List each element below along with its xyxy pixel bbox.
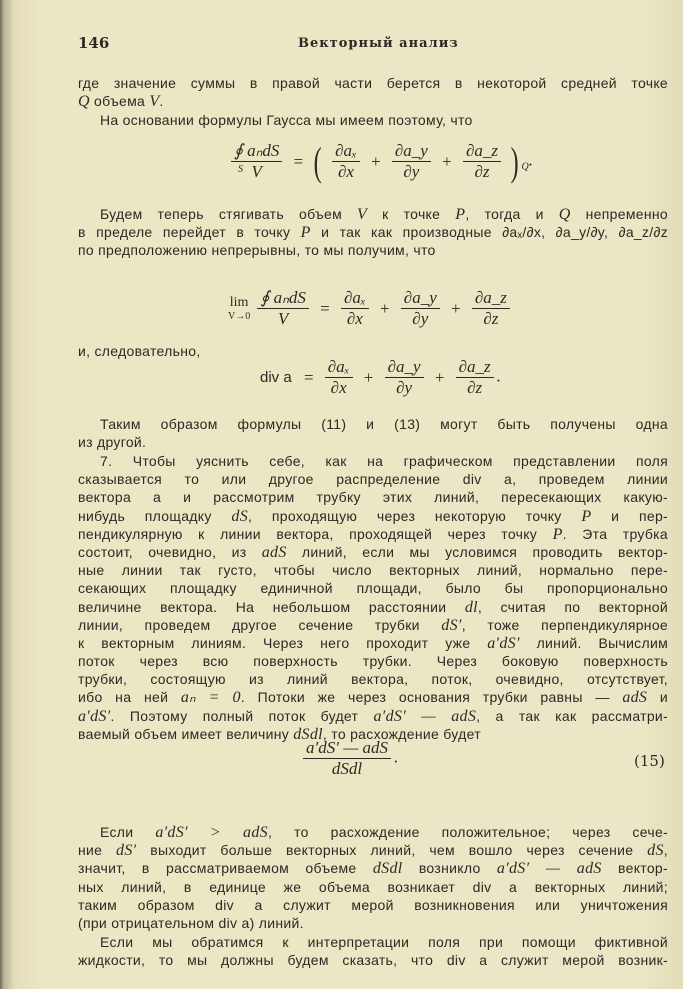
text-segment: (при отрицательном div a) линий. [78, 914, 304, 931]
denominator: ∂z [483, 309, 499, 328]
plus: + [451, 298, 461, 318]
numerator: a′dS′ — adS [303, 738, 391, 759]
text-segment: таким образом div a служит мерой возникновения или уничтожения [78, 896, 668, 913]
math-inline: aₙ = 0 [180, 689, 241, 707]
text-line [78, 670, 668, 688]
denominator: ∂y [403, 162, 420, 181]
text-segment: , а так как рассматри- [476, 707, 669, 724]
math-inline: P [552, 525, 563, 543]
text-line [78, 878, 668, 896]
text-segment: ваемый объем имеет величину [78, 725, 294, 742]
formula-divergence [256, 357, 501, 398]
text-line [78, 859, 668, 877]
period: . [394, 747, 399, 767]
running-header: Векторный анализ [298, 36, 459, 51]
text-line [78, 74, 668, 92]
paren: ( [314, 139, 323, 184]
denominator: V [251, 162, 262, 181]
text-line [78, 616, 668, 634]
denominator: ∂y [396, 378, 413, 397]
text-segment: и [647, 689, 668, 706]
equation-number: (15) [634, 752, 665, 770]
math-inline: dSdl [372, 860, 403, 878]
text-segment: ние [78, 842, 117, 859]
text-segment: выходит больше векторных линий, чем вошло через сечение [136, 842, 648, 859]
text-segment: где значение суммы в правой части берется в некоторой средней точке [78, 75, 668, 91]
denominator: ∂x [337, 162, 354, 181]
denominator: ∂x [330, 378, 347, 397]
text-line [78, 561, 668, 579]
text-segment: На основании формулы Гаусса мы имеем поэтому, что [100, 112, 473, 128]
formula-limit [228, 288, 513, 329]
math-inline: V [149, 93, 160, 111]
text-segment: сказывается то или другое распределение div a, проведем линии [78, 471, 668, 488]
numerator: ∂aₓ [341, 288, 369, 309]
paragraph [78, 933, 668, 969]
denominator: ∂y [412, 309, 429, 328]
math-inline: dS [647, 842, 664, 860]
text-segment: поток через всю поверхность трубки. Через боковую поверхность [78, 653, 668, 670]
numerator: ∮ aₙdS [257, 288, 308, 309]
text-segment: секающих площадку единичной площади, было бы пропорционально [78, 580, 668, 597]
text-line [78, 241, 668, 259]
text-segment: к векторным линиям. Через него проходит уже [78, 634, 488, 651]
denominator: V [277, 309, 289, 328]
text-line [78, 111, 668, 129]
plus: + [442, 151, 452, 171]
text-segment: жидкости, то мы должны будем сказать, что div a служит мерой возник- [78, 952, 668, 969]
text-segment: линий. Вычислим [519, 634, 669, 651]
plus: + [379, 298, 390, 318]
period: . [496, 366, 501, 386]
text-segment: значит, в рассматриваемом объеме [78, 860, 373, 877]
text-line [78, 415, 668, 433]
math-inline: adS [622, 689, 648, 707]
numerator: ∂a_y [392, 141, 431, 162]
text-segment: , тогда и [465, 206, 559, 222]
paragraph [78, 452, 668, 743]
text-segment: объема [89, 93, 150, 110]
denominator: ∂z [474, 162, 490, 181]
plus: + [434, 367, 445, 387]
math-inline: dl [464, 598, 478, 616]
text-segment: состоит, очевидно, из [78, 543, 262, 560]
plus: + [371, 151, 381, 171]
text-segment: трубки, состоящую из линий вектора, поток, очевидно, отсутствует, [78, 671, 668, 688]
text-line [78, 933, 668, 951]
text-segment: . Эта трубка [562, 525, 668, 542]
text-segment: , тоже перпендикулярное [461, 616, 668, 633]
plus: + [363, 367, 374, 387]
paragraph [78, 415, 668, 451]
div-a: div a [260, 369, 292, 386]
numerator: ∂aₓ [332, 141, 360, 162]
text-line [78, 205, 668, 223]
text-segment: пендикулярную к линии вектора, проходящей через точку [78, 525, 553, 542]
numerator: ∂aₓ [325, 357, 353, 378]
math-inline: a′dS′ [78, 707, 111, 725]
text-segment: величине вектора. На небольшом расстоянии [78, 598, 465, 615]
math-inline: Q [78, 93, 90, 111]
text-line [78, 914, 668, 932]
paragraph [78, 205, 668, 260]
lim-under: V→0 [228, 311, 251, 322]
equals: = [320, 298, 330, 318]
text-segment: , [663, 842, 668, 859]
equals: = [303, 367, 314, 387]
denominator: dSdl [331, 759, 363, 778]
text-line [78, 634, 668, 652]
text-segment: к точке [367, 206, 456, 222]
text-segment: 7. Чтобы уяснить себе, как на графическом представлении поля [100, 453, 668, 469]
text-segment: и пер- [591, 507, 669, 524]
denominator: ∂z [467, 378, 483, 397]
math-inline: adS [261, 543, 287, 561]
text-segment: . Поэтому полный поток будет [110, 707, 374, 724]
math-inline: dS′ [116, 842, 137, 860]
text-line [78, 951, 668, 969]
text-line [78, 223, 668, 241]
formula-gauss [228, 138, 533, 185]
text-line [78, 652, 668, 670]
text-line [78, 543, 668, 561]
text-segment: Если [100, 824, 156, 840]
text-line [78, 488, 668, 506]
lim: lim [229, 295, 249, 310]
text-segment: из другой. [78, 434, 147, 451]
math-inline: a′dS′ [487, 634, 520, 652]
text-line [78, 525, 668, 543]
text-line [78, 707, 668, 725]
text-segment: вектор- [601, 860, 668, 877]
text-segment: , то расхождение положительное; через сече- [267, 824, 668, 840]
text-segment: по предположению непрерывны, то мы получим, что [78, 242, 436, 259]
text-line [78, 452, 668, 470]
text-segment: линии, проведем другое сечение трубки [78, 616, 442, 633]
text-segment: , проходящую через некоторую точку [248, 507, 582, 524]
math-inline: P [581, 507, 592, 525]
numerator: ∂a_z [456, 357, 494, 378]
text-line [78, 470, 668, 488]
text-line [78, 841, 668, 859]
math-inline: a′dS′ — adS [496, 860, 602, 878]
text-segment: и, следовательно, [78, 343, 201, 359]
text-segment: ные линии так густо, чтобы число векторных линий, нормально пере- [78, 562, 668, 579]
text-segment: в пределе перейдет в точку [78, 224, 301, 241]
denominator: ∂x [346, 309, 363, 328]
text-segment: возникло [402, 860, 497, 877]
text-segment: ибо на ней [78, 689, 181, 706]
text-segment: Будем теперь стягивать объем [100, 206, 358, 222]
paragraph [78, 74, 668, 110]
text-segment: . Потоки же через основания трубки равны — [240, 689, 623, 706]
text-line [78, 507, 668, 525]
text-segment: и так как производные ∂aₓ/∂x, ∂a_y/∂y, ∂a_z/∂z [310, 224, 669, 241]
text-line [78, 598, 668, 616]
numerator: ∂a_y [401, 288, 440, 309]
numerator: ∂a_y [385, 357, 424, 378]
text-segment: линий, если мы условимся проводить вектор- [286, 543, 668, 560]
text-line [78, 433, 668, 451]
text-segment: ных линий, в единице же объема возникает div a векторных линий; [78, 878, 668, 895]
paren: ) [510, 139, 519, 184]
math-inline: P [300, 224, 311, 242]
math-inline: a′dS′ — adS [373, 707, 477, 725]
text-line [78, 579, 668, 597]
math-inline: dS′ [441, 616, 462, 634]
formula-15 [300, 738, 398, 779]
period: . [528, 150, 534, 170]
text-segment: Если мы обратимся к интерпретации поля при помощи фиктивной [100, 934, 668, 950]
text-segment: . [159, 93, 164, 110]
text-line [78, 92, 668, 110]
numerator: ∂a_z [463, 141, 501, 162]
text-segment: Таким образом формулы (11) и (13) могут быть получены одна [100, 416, 668, 432]
math-inline: dSdl [293, 725, 323, 743]
text-line [78, 896, 668, 914]
subscript: Q [521, 161, 529, 173]
text-segment: вектора a и рассмотрим трубку этих линий, пересекающих какую- [78, 489, 668, 506]
equals: = [293, 151, 304, 171]
text-line [78, 688, 668, 706]
numerator: ∮ aₙdS [231, 141, 282, 162]
paragraph [78, 823, 668, 932]
text-segment: нибудь площадку [78, 507, 232, 524]
text-segment: непременно [570, 206, 668, 222]
math-inline: P [455, 206, 466, 223]
math-inline: V [357, 206, 368, 223]
math-inline: Q [558, 206, 571, 223]
text-segment: , считая по векторной [477, 598, 668, 615]
text-segment: , то расхождение будет [322, 725, 481, 742]
surface-label: S [238, 164, 243, 175]
math-inline: a′dS′ > adS [155, 824, 268, 841]
paragraph [78, 111, 668, 129]
numerator: ∂a_z [472, 288, 510, 309]
page-number: 146 [78, 34, 110, 52]
math-inline: dS [231, 507, 248, 525]
text-line [78, 823, 668, 841]
